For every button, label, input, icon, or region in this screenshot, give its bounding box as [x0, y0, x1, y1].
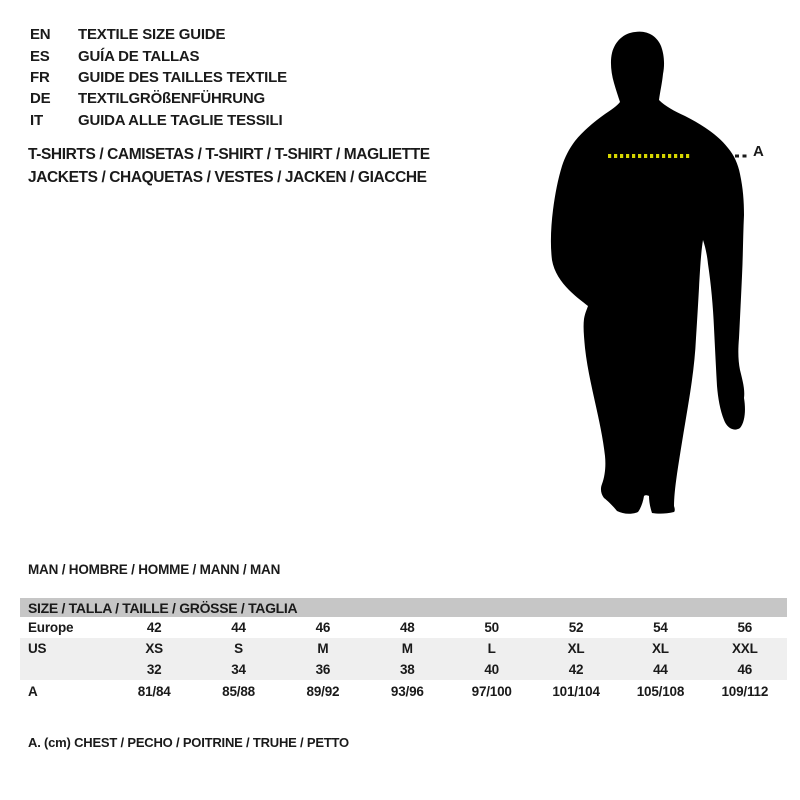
table-cell: XL — [567, 641, 585, 656]
measure-label-a: A — [753, 143, 764, 160]
table-cell: 36 — [315, 662, 331, 677]
table-cell: 89/92 — [306, 684, 340, 699]
language-code: EN — [30, 26, 51, 44]
row-label: A — [28, 684, 38, 699]
section-title: MAN / HOMBRE / HOMME / MANN / MAN — [28, 562, 281, 577]
man-silhouette-svg — [548, 28, 768, 518]
table-cell: 50 — [484, 620, 499, 635]
table-cell: 46 — [315, 620, 331, 635]
table-cell: 34 — [231, 662, 246, 677]
garment-categories — [28, 143, 430, 189]
table-row-us-numeric — [20, 659, 787, 680]
language-row-de — [30, 88, 287, 109]
language-label: GUIDE DES TAILLES TEXTILE — [78, 68, 287, 86]
table-cell: M — [317, 641, 329, 656]
table-cell: XL — [652, 641, 669, 656]
table-cell: XS — [145, 641, 163, 656]
category-line-jackets: JACKETS / CHAQUETAS / VESTES / JACKEN / GIACCHE — [28, 169, 427, 186]
table-cell: 40 — [484, 662, 499, 677]
table-cell: M — [401, 641, 413, 656]
table-row-us — [20, 638, 787, 659]
row-label: US — [28, 641, 47, 656]
size-table — [20, 598, 787, 703]
language-code: DE — [30, 90, 51, 108]
measurement-footnote: A. (cm) CHEST / PECHO / POITRINE / TRUHE / PETTO — [28, 735, 349, 750]
table-cell: L — [487, 641, 496, 656]
table-cell: 81/84 — [137, 684, 171, 699]
man-silhouette-figure — [548, 28, 768, 518]
table-row-europe — [20, 617, 787, 638]
table-cell: 85/88 — [222, 684, 255, 699]
table-cell: 44 — [653, 662, 668, 677]
row-label — [20, 659, 112, 680]
language-code: IT — [30, 111, 43, 129]
table-cell: S — [234, 641, 243, 656]
language-code: FR — [30, 68, 50, 86]
language-label: GUÍA DE TALLAS — [78, 47, 200, 65]
language-code: ES — [30, 47, 50, 65]
table-cell: 32 — [146, 662, 162, 677]
table-cell: 101/104 — [552, 684, 600, 699]
language-label: GUIDA ALLE TAGLIE TESSILI — [78, 111, 283, 129]
table-cell: 42 — [146, 620, 162, 635]
language-label: TEXTILE SIZE GUIDE — [78, 26, 226, 44]
table-cell: 42 — [568, 662, 584, 677]
language-label: TEXTILGRÖßENFÜHRUNG — [78, 90, 266, 108]
language-row-fr — [30, 67, 287, 88]
man-silhouette — [551, 32, 745, 514]
table-cell: 52 — [568, 620, 584, 635]
language-row-it — [30, 110, 287, 131]
category-line-tshirts: T-SHIRTS / CAMISETAS / T-SHIRT / T-SHIRT / MAGLIETTE — [28, 146, 430, 163]
table-cell: 38 — [400, 662, 415, 677]
language-row-en — [30, 24, 287, 45]
table-cell: 93/96 — [390, 684, 424, 699]
table-cell: 54 — [653, 620, 668, 635]
table-cell: 46 — [737, 662, 753, 677]
table-row-chest-a — [20, 680, 787, 703]
table-cell: 109/112 — [721, 684, 769, 699]
row-label: Europe — [28, 620, 74, 635]
language-list — [30, 24, 287, 131]
table-cell: 44 — [231, 620, 246, 635]
table-header-row — [20, 598, 787, 617]
table-cell: XXL — [731, 641, 758, 656]
table-header-label: SIZE / TALLA / TAILLE / GRÖSSE / TAGLIA — [20, 598, 787, 617]
table-cell: 105/108 — [636, 684, 685, 699]
language-row-es — [30, 45, 287, 66]
table-cell: 48 — [400, 620, 415, 635]
table-cell: 97/100 — [471, 684, 512, 699]
table-cell: 56 — [737, 620, 753, 635]
